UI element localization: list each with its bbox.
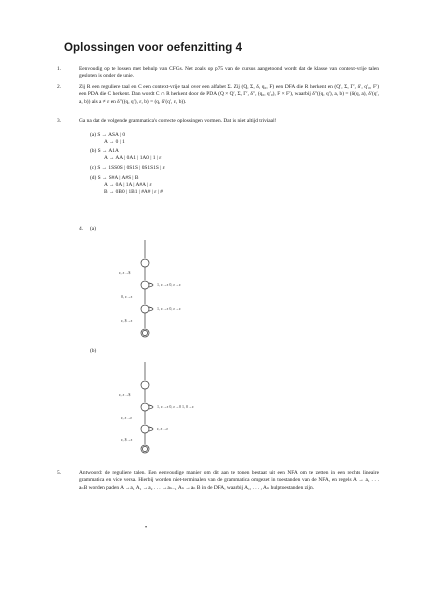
answer-3-text: Ga na dat de volgende grammatica's correcte oplossingen vormen. Dat is niet altijd triviaal! — [79, 118, 277, 124]
grammar-b-line-2: A → AA | 0A1 | 1A0 | 1 | ε — [104, 155, 162, 161]
loop-a-2 — [149, 283, 153, 287]
answer-4-number: 4. — [79, 226, 84, 232]
edge-label-a-2: 1, ε→ε 0, ε→ε — [157, 282, 181, 287]
pda-diagram-b — [105, 360, 255, 460]
state-b-4-inner — [142, 446, 147, 451]
answer-2-number: 2. — [57, 84, 62, 90]
pda-diagram-a — [105, 238, 225, 348]
loop-b-2 — [149, 405, 153, 409]
state-a-3 — [141, 305, 149, 313]
answer-5-number: 5. — [57, 470, 62, 476]
answer-1-number: 1. — [57, 66, 62, 72]
state-a-4-inner — [142, 330, 147, 335]
answer-4b-label: (b) — [90, 348, 97, 354]
answer-2 — [57, 84, 379, 106]
answer-5-text: Antwoord: de reguliere talen. Een eenvoudige manier om dit aan te tonen bestaat uit een NFA om te zetten in een rechts lineaire grammatica en vice versa. Hierbij worden niet-terminalen van de grammatica omgezet in toestanden van de NFA, en regels A → a₁ . . . aₙB worden paden A →a₁ A₁ →a₂ . . . →aₙ₋₁ Aₙ →aₙ B in de DFA, waarbij A₁, . . . , Aₙ hulptoestanden zijn. — [79, 470, 379, 491]
loop-b-3 — [149, 427, 153, 431]
edge-label-b-3: ε, ε→ε — [121, 415, 133, 420]
grammar-c-line-1: (c) S → 1SS0S | 0S1S | 0S1S1S | ε — [90, 165, 165, 171]
answer-1-text: Eenvoudig op te lossen met behulp van CFGs. Net zoals op p75 van de cursus aangetoond wordt dat de klasse van context-vrije talen gesloten is onder de unie. — [79, 66, 379, 80]
edge-label-a-5: ε, $→ε — [121, 318, 133, 323]
answer-4a-label: (a) — [90, 226, 96, 232]
grammar-d-line-2: A → 0A | 1A | A#A | ε — [104, 182, 152, 188]
answer-2-text: Zij R een reguliere taal en C een context-vrije taal over een alfabet Σ. Zij (Q, Σ, δ, q₀, F) een DFA die R herkent en (Q′, Σ, Γ′, δ′, q′₀, F′) een PDA die C herkent. Dan wordt C ∩ R herkent door de PDA (Q × Q′, Σ, Γ′, δ″, (q₀, q′₀), F × F′), waarbij δ″((q, q′), a, b) = (δ(q, a), δ′(q′, a, b)) als a ≠ ε en δ″((q, q′), ε, b) = (q, δ′(q′, ε, b)). — [79, 84, 379, 105]
grammar-d-line-1: (d) S → S#A | A#S | B — [90, 175, 139, 181]
answer-5 — [57, 470, 379, 492]
state-b-2 — [141, 403, 149, 411]
grammar-a-line-1: (a) S → ASA | 0 — [90, 132, 126, 138]
state-b-1 — [141, 381, 149, 389]
grammar-b-line-1: (b) S → A1A — [90, 148, 119, 154]
edge-label-a-1: ε, ε→$ — [119, 270, 131, 275]
page-dot: • — [145, 525, 148, 531]
page-title: Oplossingen voor oefenzitting 4 — [64, 42, 243, 54]
state-a-2 — [141, 281, 149, 289]
state-b-3 — [141, 425, 149, 433]
edge-label-b-5: ε, $→ε — [121, 437, 133, 442]
answer-3-number: 3. — [57, 118, 62, 124]
grammar-d-line-3: B → 0B0 | 1B1 | #A# | ε | # — [104, 189, 163, 195]
edge-label-a-3: 0, ε→ε — [121, 294, 133, 299]
loop-a-3 — [149, 307, 153, 311]
grammar-a-line-2: A → 0 | 1 — [104, 139, 125, 145]
answer-1 — [57, 66, 379, 81]
edge-label-b-1: ε, ε→$ — [119, 392, 131, 397]
edge-label-b-2: 1, ε→ε 0, ε→0 1, 0→ε — [157, 404, 194, 409]
edge-label-a-4: 1, ε→ε 0, ε→ε — [157, 306, 181, 311]
answer-3 — [57, 118, 379, 125]
state-a-1 — [141, 259, 149, 267]
edge-label-b-4: ε, ε→ε — [157, 426, 169, 431]
